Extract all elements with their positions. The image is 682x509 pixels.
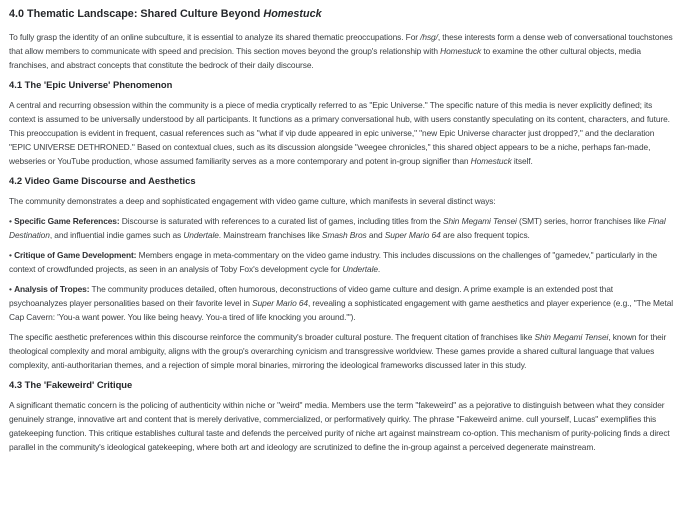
para-4-1-epic-universe [9, 98, 673, 168]
text-run: 4.2 Video Game Discourse and Aesthetics [9, 175, 196, 186]
heading-4-0 [9, 7, 673, 22]
text-run: 4.0 Thematic Landscape: Shared Culture Beyond [9, 8, 264, 20]
italic-text: Homestuck [470, 156, 512, 166]
bullet-critique-of-game-development [9, 248, 673, 276]
text-run: The specific aesthetic preferences within this discourse reinforce the community's broader cultural posture. The frequent citation of franchises like [9, 332, 535, 342]
text-run: and [366, 230, 385, 240]
text-run: (SMT) series, horror franchises like [516, 216, 648, 226]
text-run: A central and recurring obsession within the community is a piece of media cryptically referred to as "Epic Universe." The specific nature of this media is never explicitly defined; its context is assumed to be universally understood by all participants. It functions as a primary conversational hub, with users constantly speculating on its content, characters, and future. This preoccupation is evident in frequent, casual references such as "what if vip dude appeared in epic universe," "new Epic Universe character just dropped?," and the declaration "EPIC UNIVERSE DETHRONED." Based on contextual clues, such as its discussion alongside "weegee chronicles," this shared object appears to be a niche, perhaps fan-made, webseries or YouTube production, whose assumed familiarity serves as a more contemporary and potent in-group signifier than [9, 100, 670, 166]
italic-text: /hsg/ [420, 32, 438, 42]
bold-lead-in: Analysis of Tropes: [14, 284, 90, 294]
text-run: itself. [511, 156, 533, 166]
text-run: , these interests form a dense web of conversational touchstones that allow members to communicate with speed and precision. This section moves beyond the group's relationship with [9, 32, 673, 56]
text-run: • [9, 284, 15, 294]
text-run: A significant thematic concern is the policing of authenticity within niche or "weird" media. Members use the term "fakeweird" as a pejorative to distinguish between what they consider genuinely strange, innovative art and content that is merely derivative, commercialized, or performatively quirky. The phrase "Fakeweird anime. cull yourself, Lucas" exemplifies this gatekeeping function. This critique establishes cultural taste and defends the perceived purity of niche art against mainstream co-option. This mechanism of purity-policing finds a direct parallel in the community's ideological gatekeeping, where both art and ideology are scrutinized to define the in-group against a perceived degenerate mainstream. [9, 400, 670, 452]
italic-text: Undertale [342, 264, 378, 274]
text-run: , revealing a sophisticated engagement with game aesthetics and player experience (e.g., "The Metal Cap Cavern: 'You-a want power. You like being heavy. You-a tired of life knocking you around.'"). [9, 298, 674, 322]
italic-text: Homestuck [263, 8, 322, 20]
italic-text: Super Mario 64 [384, 230, 441, 240]
text-run: Members engage in meta-commentary on the video game industry. This includes discussions on the challenges of "gamedev," particularly in the context of crowdfunded projects, as seen in an analysis of Toby Fox's development cycle for [9, 250, 658, 274]
text-run: . [377, 264, 381, 274]
heading-4-2 [9, 174, 673, 188]
bullet-specific-game-references [9, 214, 673, 242]
italic-text: Shin Megami Tensei [534, 332, 609, 342]
heading-4-3 [9, 378, 673, 392]
italic-text: Smash Bros [322, 230, 367, 240]
text-run: The community demonstrates a deep and sophisticated engagement with video game culture, which manifests in several distinct ways: [9, 196, 496, 206]
text-run: . Mainstream franchises like [218, 230, 323, 240]
italic-text: Undertale [183, 230, 219, 240]
text-run: To fully grasp the identity of an online subculture, it is essential to analyze its shared thematic preoccupations. For [9, 32, 421, 42]
italic-text: Super Mario 64 [252, 298, 308, 308]
text-run: , and influential indie games such as [49, 230, 184, 240]
bold-lead-in: Critique of Game Development: [14, 250, 137, 260]
document-body [9, 7, 673, 454]
text-run: The community produces detailed, often humorous, deconstructions of video game culture and design. A prime example is an extended post that psychoanalyzes player personalities based on their favorite level in [9, 284, 613, 308]
para-4-2-intro [9, 194, 673, 208]
italic-text: Final Destination [9, 216, 666, 240]
para-4-3-fakeweird [9, 398, 673, 454]
bullet-analysis-of-tropes [9, 282, 673, 324]
bold-lead-in: Specific Game References: [14, 216, 120, 226]
italic-text: Shin Megami Tensei [443, 216, 517, 226]
text-run: • [9, 216, 15, 226]
para-4-2-summary [9, 330, 673, 372]
text-run: Discourse is saturated with references to a curated list of games, including titles from the [119, 216, 443, 226]
text-run: to examine the other cultural objects, media franchises, and abstract concepts that constitute the bedrock of their daily discourse. [9, 46, 641, 70]
text-run: are also frequent topics. [440, 230, 530, 240]
text-run: 4.3 The 'Fakeweird' Critique [9, 379, 133, 390]
heading-4-1 [9, 78, 673, 92]
italic-text: Homestuck [440, 46, 482, 56]
text-run: 4.1 The 'Epic Universe' Phenomenon [9, 79, 173, 90]
text-run: • [9, 250, 15, 260]
para-4-0-intro [9, 30, 673, 72]
text-run: , known for their theological complexity and moral ambiguity, aligns with the group's overarching cynicism and transgressive worldview. These games provide a shared cultural language that values complexity, anti-authoritarian themes, and a rejection of simple moral binaries, mirroring the ideological frameworks discussed later in this study. [9, 332, 667, 370]
